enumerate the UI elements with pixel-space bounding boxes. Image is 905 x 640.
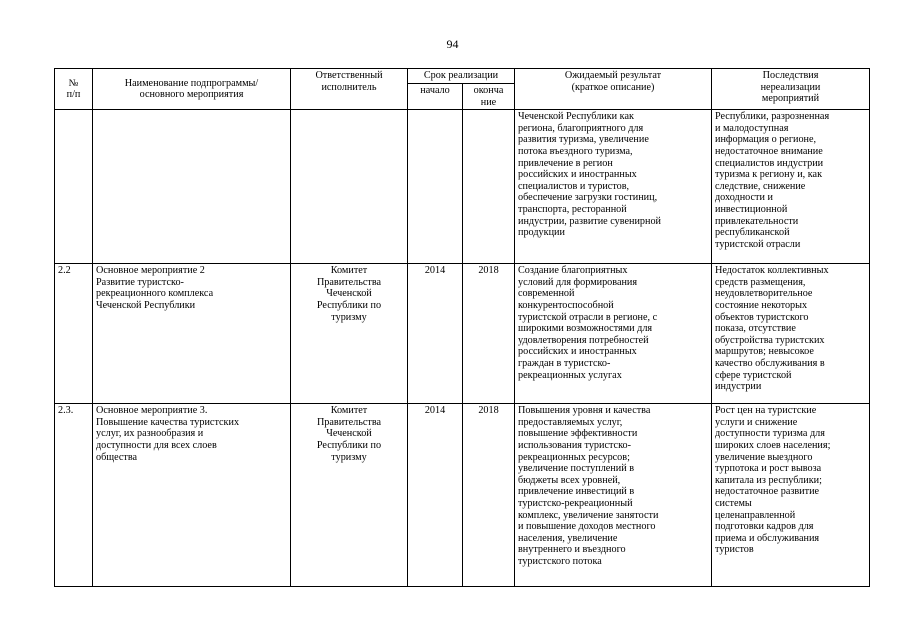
header-start: начало — [408, 84, 463, 110]
row-executor: Комитет Правительства Чеченской Республики по туризму — [291, 264, 408, 404]
header-result: Ожидаемый результат (краткое описание) — [515, 69, 712, 110]
row-end: 2018 — [463, 264, 515, 404]
row-result: Создание благоприятных условий для формирования современной конкурентоспособной туристской отрасли в регионе, с широкими возможностями для удовлетворения потребностей российских и иностранных граждан в туристско- рекреационных услугах — [515, 264, 712, 404]
row-num: 2.2 — [55, 264, 93, 404]
row-name: Основное мероприятие 3. Повышение качества туристских услуг, их разнообразия и доступности для всех слоев общества — [93, 404, 291, 587]
row-result: Повышения уровня и качества предоставляемых услуг, повышение эффективности использования туристско- рекреационных ресурсов; увеличение поступлений в бюджеты всех уровней, привлечение инвестиций в туристско-рекреационный комплекс, увеличение занятости и повышение доходов местного населения, увеличение внутреннего и въездного туристского потока — [515, 404, 712, 587]
row-consequences: Рост цен на туристские услуги и снижение доступности туризма для широких слоев населения; увеличение выездного турпотока и рост вывоза капитала из республики; недостаточное развитие системы целенаправленной подготовки кадров для приема и обслуживания туристов — [712, 404, 870, 587]
table-row — [55, 404, 870, 587]
row-consequences: Республики, разрозненная и малодоступная информация о регионе, недостаточное внимание специалистов индустрии туризма к региону и, как следствие, снижение доходности и инвестиционной привлекательности республиканской туристской отрасли — [712, 110, 870, 264]
row-start: 2014 — [408, 404, 463, 587]
table-row — [55, 110, 870, 264]
row-result: Чеченской Республики как региона, благоприятного для развития туризма, увеличение потока въездного туризма, привлечение в регион российских и иностранных специалистов и туристов, обеспечение загрузки гостиниц, транспорта, ресторанной индустрии, развитие сувенирной продукции — [515, 110, 712, 264]
row-start — [408, 110, 463, 264]
row-start: 2014 — [408, 264, 463, 404]
row-executor — [291, 110, 408, 264]
header-executor: Ответственный исполнитель — [291, 69, 408, 110]
program-table — [54, 68, 870, 587]
row-consequences: Недостаток коллективных средств размещения, неудовлетворительное состояние некоторых объектов туристского показа, отсутствие обустройства туристских маршрутов; невысокое качество обслуживания в сфере туристской индустрии — [712, 264, 870, 404]
row-num — [55, 110, 93, 264]
header-period: Срок реализации — [408, 69, 515, 84]
row-end: 2018 — [463, 404, 515, 587]
row-name: Основное мероприятие 2 Развитие туристско- рекреационного комплекса Чеченской Республики — [93, 264, 291, 404]
row-end — [463, 110, 515, 264]
header-consequences: Последствия нереализации мероприятий — [712, 69, 870, 110]
row-executor: Комитет Правительства Чеченской Республики по туризму — [291, 404, 408, 587]
row-num: 2.3. — [55, 404, 93, 587]
page-number: 94 — [446, 37, 459, 51]
row-name — [93, 110, 291, 264]
header-num: № п/п — [55, 69, 93, 110]
header-name: Наименование подпрограммы/ основного мероприятия — [93, 69, 291, 110]
table-row — [55, 264, 870, 404]
header-end: оконча ние — [463, 84, 515, 110]
